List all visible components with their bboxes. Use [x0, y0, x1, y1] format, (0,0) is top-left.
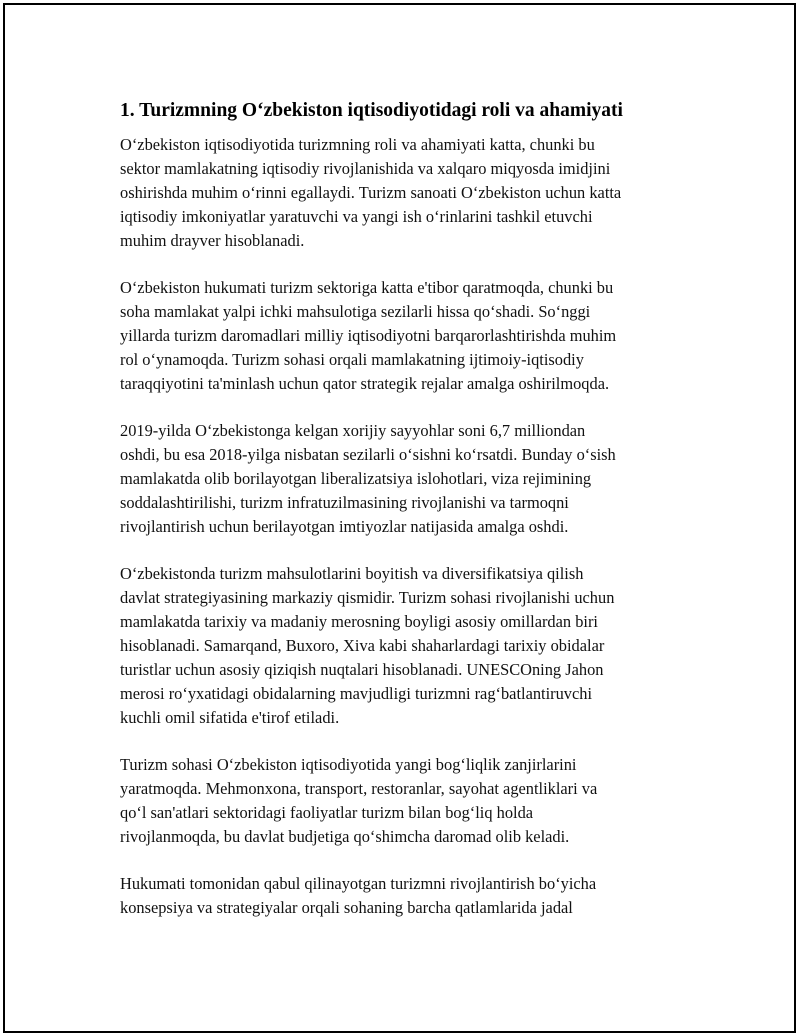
paragraph-line: Turizm sohasi O‘zbekiston iqtisodiyotida yangi bog‘liqlik zanjirlarini: [120, 755, 577, 774]
paragraph: [120, 133, 680, 253]
paragraph-line: soha mamlakat yalpi ichki mahsulotiga sezilarli hissa qo‘shadi. So‘nggi: [120, 302, 591, 321]
paragraph-line: rivojlanmoqda, bu davlat budjetiga qo‘shimcha daromad olib keladi.: [120, 827, 570, 846]
paragraph-line: oshirishda muhim o‘rinni egallaydi. Turizm sanoati O‘zbekiston uchun katta: [120, 183, 622, 202]
paragraph: [120, 276, 680, 396]
paragraph-line: mamlakatda olib borilayotgan liberalizatsiya islohotlari, viza rejimining: [120, 469, 592, 488]
paragraph-line: sektor mamlakatning iqtisodiy rivojlanishida va xalqaro miqyosda imidjini: [120, 159, 611, 178]
paragraph-line: davlat strategiyasining markaziy qismidir. Turizm sohasi rivojlanishi uchun: [120, 588, 615, 607]
section-heading: 1. Turizmning O‘zbekiston iqtisodiyotidagi roli va ahamiyati: [120, 100, 623, 121]
paragraph-line: muhim drayver hisoblanadi.: [120, 231, 305, 250]
paragraph: [120, 753, 680, 849]
paragraph-line: konsepsiya va strategiyalar orqali sohaning barcha qatlamlarida jadal: [120, 898, 573, 917]
paragraph-line: O‘zbekiston hukumati turizm sektoriga katta e'tibor qaratmoqda, chunki bu: [120, 278, 614, 297]
paragraph-line: mamlakatda tarixiy va madaniy merosning boyligi asosiy omillardan biri: [120, 612, 598, 631]
paragraph-line: iqtisodiy imkoniyatlar yaratuvchi va yangi ish o‘rinlarini tashkil etuvchi: [120, 207, 593, 226]
page-frame: [3, 3, 796, 1033]
paragraph-line: qo‘l san'atlari sektoridagi faoliyatlar turizm bilan bog‘liq holda: [120, 803, 534, 822]
paragraph-line: rol o‘ynamoqda. Turizm sohasi orqali mamlakatning ijtimoiy-iqtisodiy: [120, 350, 584, 369]
paragraph-line: Hukumati tomonidan qabul qilinayotgan turizmni rivojlantirish bo‘yicha: [120, 874, 597, 893]
paragraph-line: O‘zbekistonda turizm mahsulotlarini boyitish va diversifikatsiya qilish: [120, 564, 584, 583]
paragraph: [120, 872, 680, 920]
paragraph: [120, 419, 680, 539]
paragraph-line: hisoblanadi. Samarqand, Buxoro, Xiva kabi shaharlardagi tarixiy obidalar: [120, 636, 605, 655]
paragraph-line: yaratmoqda. Mehmonxona, transport, restoranlar, sayohat agentliklari va: [120, 779, 598, 798]
paragraph-line: O‘zbekiston iqtisodiyotida turizmning roli va ahamiyati katta, chunki bu: [120, 135, 595, 154]
paragraph-line: yillarda turizm daromadlari milliy iqtisodiyotni barqarorlashtirishda muhim: [120, 326, 617, 345]
paragraph-line: rivojlantirish uchun berilayotgan imtiyozlar natijasida amalga oshdi.: [120, 517, 569, 536]
paragraph: [120, 562, 680, 730]
paragraph-line: oshdi, bu esa 2018-yilga nisbatan sezilarli o‘sishni ko‘rsatdi. Bunday o‘sish: [120, 445, 616, 464]
paragraph-line: kuchli omil sifatida e'tirof etiladi.: [120, 708, 340, 727]
paragraph-line: soddalashtirilishi, turizm infratuzilmasining rivojlanishi va tarmoqni: [120, 493, 569, 512]
paragraph-line: turistlar uchun asosiy qiziqish nuqtalari hisoblanadi. UNESCOning Jahon: [120, 660, 604, 679]
paragraph-line: taraqqiyotini ta'minlash uchun qator strategik rejalar amalga oshirilmoqda.: [120, 374, 610, 393]
paragraph-line: merosi ro‘yxatidagi obidalarning mavjudligi turizmni rag‘batlantiruvchi: [120, 684, 593, 703]
paragraph-line: 2019-yilda O‘zbekistonga kelgan xorijiy sayyohlar soni 6,7 milliondan: [120, 421, 586, 440]
document-body: [120, 99, 680, 943]
